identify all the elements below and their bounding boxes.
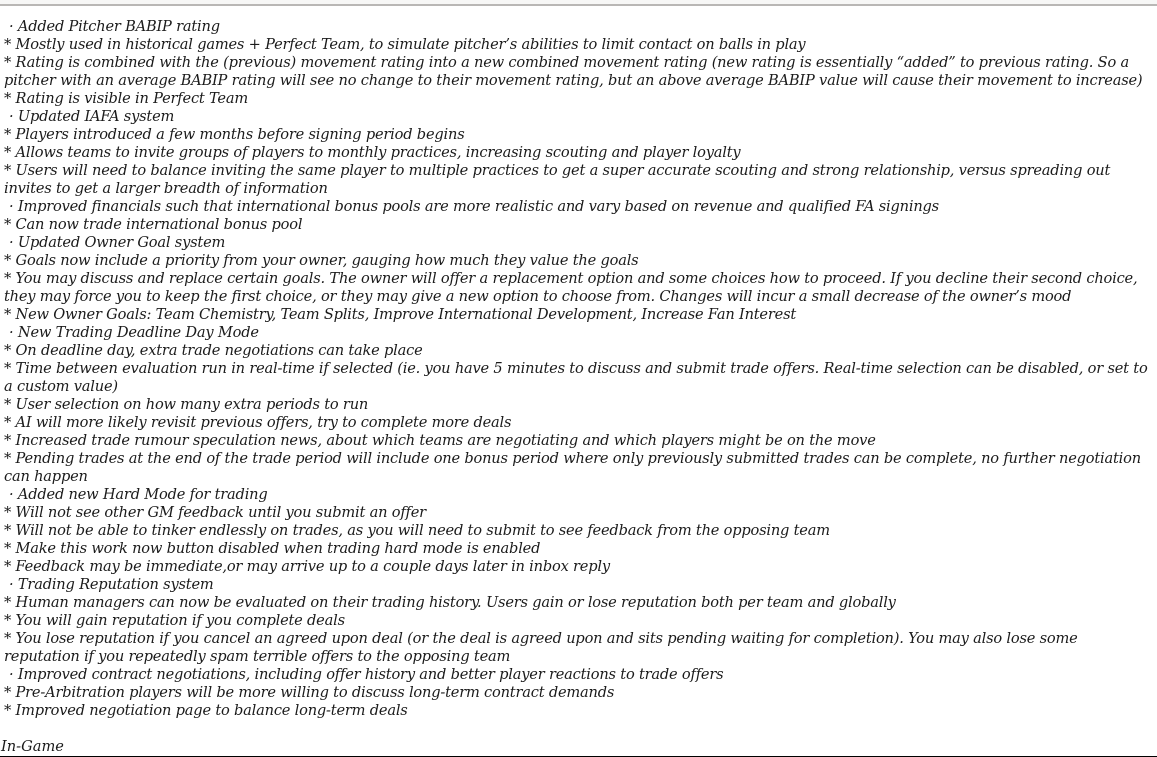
changelog-line: * Human managers can now be evaluated on their trading history. Users gain or lose reputation both per team and globally bbox=[4, 594, 896, 611]
changelog-line: * Will not be able to tinker endlessly on trades, as you will need to submit to see feedback from the opposing team bbox=[4, 522, 830, 539]
changelog-line: * You will gain reputation if you complete deals bbox=[4, 612, 345, 629]
changelog-line: * User selection on how many extra periods to run bbox=[4, 396, 369, 413]
changelog-line: * Goals now include a priority from your owner, gauging how much they value the goals bbox=[4, 252, 639, 269]
changelog-line: * Users will need to balance inviting the same player to multiple practices to get a super accurate scouting and strong relationship, versus spreading out invites to get a larger breadth of information bbox=[4, 162, 1111, 197]
changelog-line: · New Trading Deadline Day Mode bbox=[9, 324, 259, 341]
changelog-line: * Rating is combined with the (previous) movement rating into a new combined movement rating (new rating is essentially “added” to previous rating. So a pitcher with an average BABIP rating will see no change to their movement rating, but an above average BABIP value will cause their movement to increase) bbox=[4, 54, 1143, 89]
changelog-line: · Added new Hard Mode for trading bbox=[9, 486, 268, 503]
changelog-line: * Mostly used in historical games + Perfect Team, to simulate pitcher’s abilities to limit contact on balls in play bbox=[4, 36, 806, 53]
changelog-line: * Allows teams to invite groups of players to monthly practices, increasing scouting and player loyalty bbox=[4, 144, 741, 161]
changelog-line: * You may discuss and replace certain goals. The owner will offer a replacement option and some choices how to proceed. If you decline their second choice, they may force you to keep the first choice, or they may give a new option to choose from. Changes will incur a small decrease of the owner’s mood bbox=[4, 270, 1138, 305]
changelog-line: · Trading Reputation system bbox=[9, 576, 214, 593]
changelog-line: * Increased trade rumour speculation news, about which teams are negotiating and which players might be on the move bbox=[4, 432, 876, 449]
changelog-line: * Pending trades at the end of the trade period will include one bonus period where only previously submitted trades can be complete, no further negotiation can happen bbox=[4, 450, 1141, 485]
changelog-line: * Pre-Arbitration players will be more willing to discuss long-term contract demands bbox=[4, 684, 615, 701]
changelog-line: * Will not see other GM feedback until you submit an offer bbox=[4, 504, 426, 521]
changelog-line: * AI will more likely revisit previous offers, try to complete more deals bbox=[4, 414, 512, 431]
changelog-line: · Improved financials such that international bonus pools are more realistic and vary based on revenue and qualified FA signings bbox=[9, 198, 939, 215]
changelog-line: · Improved contract negotiations, including offer history and better player reactions to trade offers bbox=[9, 666, 724, 683]
changelog-line: · Added Pitcher BABIP rating bbox=[9, 18, 220, 35]
changelog-line: * On deadline day, extra trade negotiations can take place bbox=[4, 342, 423, 359]
changelog-list bbox=[0, 6, 1157, 720]
changelog-line: * Improved negotiation page to balance long-term deals bbox=[4, 702, 408, 719]
changelog-line: * Time between evaluation run in real-time if selected (ie. you have 5 minutes to discuss and submit trade offers. Real-time selection can be disabled, or set to a custom value) bbox=[4, 360, 1148, 395]
changelog-line: · Updated Owner Goal system bbox=[9, 234, 226, 251]
changelog-line: * You lose reputation if you cancel an agreed upon deal (or the deal is agreed upon and sits pending waiting for completion). You may also lose some reputation if you repeatedly spam terrible offers to the opposing team bbox=[4, 630, 1078, 665]
changelog-line: * Rating is visible in Perfect Team bbox=[4, 90, 248, 107]
section-heading: In-Game bbox=[0, 738, 1157, 757]
changelog-line: * Make this work now button disabled when trading hard mode is enabled bbox=[4, 540, 541, 557]
changelog-line: · Updated IAFA system bbox=[9, 108, 175, 125]
changelog-line: * Feedback may be immediate,or may arrive up to a couple days later in inbox reply bbox=[4, 558, 610, 575]
changelog-line: * Can now trade international bonus pool bbox=[4, 216, 303, 233]
changelog-line: * New Owner Goals: Team Chemistry, Team Splits, Improve International Development, Increase Fan Interest bbox=[4, 306, 797, 323]
changelog-line: * Players introduced a few months before signing period begins bbox=[4, 126, 465, 143]
